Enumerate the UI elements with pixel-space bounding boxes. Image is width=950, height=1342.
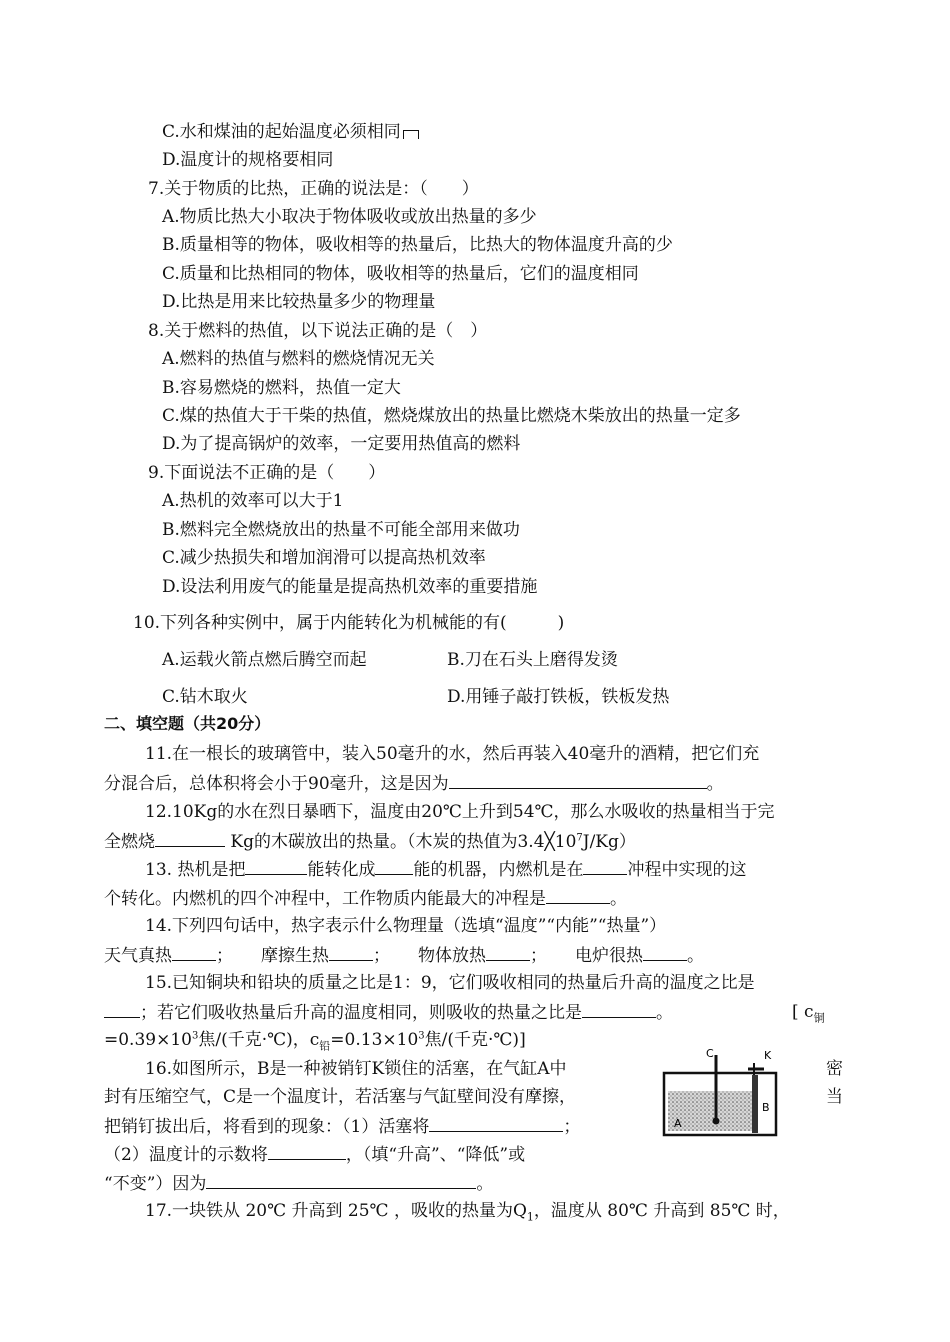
q16-text-d: “不变”）因为 [104, 1174, 207, 1194]
q14-line1: 14.下列四句话中，热字表示什么物理量（选填“温度”“内能”“热量”） [145, 916, 667, 936]
q12-unit: J/Kg） [582, 832, 636, 852]
q14-sep: ； [530, 946, 547, 966]
q10-stem: 10.下列各种实例中，属于内能转化为机械能的有( ) [133, 613, 565, 633]
q16-blank-3[interactable] [206, 1171, 476, 1189]
q17-line1 [145, 1199, 790, 1223]
q13-line1 [145, 857, 746, 882]
q11-answer-blank[interactable] [449, 771, 707, 789]
q13-blank-4[interactable] [546, 886, 610, 904]
q8-option-d: D.为了提高锅炉的效率，一定要用热值高的燃料 [162, 434, 521, 454]
q14-item-1: 天气真热 [104, 946, 172, 966]
q16-line4 [104, 1142, 525, 1167]
q6-option-c-text: C.水和煤油的起始温度必须相同 [162, 122, 401, 142]
q15-lead-sub: 铅 [319, 1039, 331, 1053]
q16-line2: 封有压缩空气，C是一个温度计，若活塞与气缸壁间没有摩擦， [104, 1087, 577, 1107]
q10-option-d: D.用锤子敲打铁板，铁板发热 [447, 687, 670, 707]
q9-option-b: B.燃料完全燃烧放出的热量不可能全部用来做功 [162, 520, 520, 540]
cylinder-figure [660, 1045, 780, 1140]
q15-c-copper: [ c [792, 1002, 814, 1022]
q8-option-b: B.容易燃烧的燃料，热值一定大 [162, 378, 401, 398]
q6-option-d: D.温度计的规格要相同 [162, 150, 334, 170]
q15-copper-sub: 铜 [813, 1011, 825, 1025]
q13-text-a: 13. 热机是把 [145, 860, 246, 880]
q13-text-d: 冲程中实现的这 [627, 860, 747, 880]
q15-blank-2[interactable] [582, 1000, 656, 1018]
q7-option-d: D.比热是用来比较热量多少的物理量 [162, 292, 436, 312]
q10-option-a: A.运载火箭点燃后腾空而起 [162, 650, 367, 670]
q14-blank-3[interactable] [486, 943, 530, 961]
q7-option-b: B.质量相等的物体，吸收相等的热量后，比热大的物体温度升高的少 [162, 235, 673, 255]
q17-text-a: 17.一块铁从 20℃ 升高到 25℃ ，吸收的热量为Q [145, 1201, 527, 1221]
q13-blank-2[interactable] [375, 857, 413, 875]
q12-line1: 12.10Kg的水在烈日暴晒下，温度由20℃上升到54℃，那么水吸收的热量相当于完 [145, 802, 775, 822]
q16-sep: ； [563, 1117, 581, 1137]
q16-line5 [104, 1171, 493, 1196]
cursor-mark-icon [403, 130, 419, 139]
q12-answer-blank[interactable] [155, 829, 225, 847]
q17-sub: 1 [526, 1210, 534, 1224]
q15-lead-value: =0.13×10 [330, 1030, 419, 1050]
q16-blank-2[interactable] [268, 1142, 346, 1160]
q11-text: 分混合后，总体积将会小于90毫升，这是因为 [104, 774, 449, 794]
q15-exp-1: 3 [191, 1030, 199, 1042]
q14-blank-4[interactable] [643, 943, 687, 961]
label-c: C [706, 1047, 714, 1060]
q16-text-a: 把销钉拔出后，将看到的现象：（1）活塞将 [104, 1117, 430, 1137]
q8-stem: 8.关于燃料的热值，以下说法正确的是（ ） [148, 321, 488, 341]
q15-text: ；若它们吸收热量后升高的温度相同，则吸收的热量之比是 [140, 1003, 582, 1023]
q13-line2 [104, 886, 627, 911]
thermometer-bulb [713, 1118, 720, 1125]
q13-text-c: 能的机器，内燃机是在 [413, 860, 584, 880]
q9-option-a: A.热机的效率可以大于1 [162, 491, 344, 511]
q10-option-c: C.钻木取火 [162, 687, 248, 707]
q13-blank-1[interactable] [245, 857, 307, 875]
q7-stem: 7.关于物质的比热，正确的说法是：（ ） [148, 179, 479, 199]
q14-item-2: 摩擦生热 [261, 946, 329, 966]
label-b: B [762, 1101, 770, 1114]
q15-end: 。 [656, 1003, 673, 1023]
q14-sep: ； [216, 946, 233, 966]
q13-blank-3[interactable] [583, 857, 627, 875]
q14-blank-1[interactable] [172, 943, 216, 961]
q15-exp-2: 3 [418, 1030, 425, 1042]
q16-line1: 16.如图所示，B是一种被销钉K锁住的活塞，在气缸A中 [145, 1059, 567, 1079]
q15-line2 [104, 1000, 673, 1025]
q11-line1: 11.在一根长的玻璃管中，装入50毫升的水，然后再装入40毫升的酒精，把它们充 [145, 744, 760, 764]
label-a: A [674, 1117, 682, 1130]
q9-stem: 9.下面说法不正确的是（ ） [148, 463, 386, 483]
q16-text-b: （2）温度计的示数将 [104, 1145, 268, 1165]
q8-option-c: C.煤的热值大于干柴的热值，燃烧煤放出的热量比燃烧木柴放出的热量一定多 [162, 406, 741, 426]
q13-text-b: 能转化成 [307, 860, 376, 880]
q9-option-c: C.减少热损失和增加润滑可以提高热机效率 [162, 548, 486, 568]
q15-unit-2: 焦/(千克·℃)] [424, 1030, 526, 1050]
q12-line2 [104, 829, 636, 854]
q14-blank-2[interactable] [329, 943, 373, 961]
q16-blank-1[interactable] [429, 1114, 563, 1132]
q14-item-3: 物体放热 [418, 946, 486, 966]
q7-option-c: C.质量和比热相同的物体，吸收相等的热量后，它们的温度相同 [162, 264, 639, 284]
q9-option-d: D.设法利用废气的能量是提高热机效率的重要措施 [162, 577, 538, 597]
piston [752, 1075, 758, 1133]
q13-text-e: 个转化。内燃机的四个冲程中，工作物质内能最大的冲程是 [104, 889, 546, 909]
q17-text-b: ，温度从 80℃ 升高到 85℃ 时， [533, 1201, 790, 1221]
q16-line1-right: 密 [826, 1059, 843, 1079]
q12-text: 全燃烧 [104, 832, 155, 852]
q15-blank-1[interactable] [104, 1000, 140, 1018]
q6-option-c [162, 120, 419, 144]
q15-constant-start [792, 1000, 825, 1024]
q15-line3 [104, 1028, 526, 1052]
q12-text2: Kg的木碳放出的热量。（木炭的热值为3.4╳10 [225, 832, 577, 852]
q14-item-4: 电炉很热 [575, 946, 643, 966]
q15-line1: 15.已知铜块和铅块的质量之比是1：9，它们吸收相同的热量后升高的温度之比是 [145, 973, 755, 993]
q16-end: 。 [476, 1174, 494, 1194]
q13-end: 。 [610, 889, 627, 909]
q14-end: 。 [687, 946, 704, 966]
q15-unit-1: 焦/(千克·℃)，c [198, 1030, 320, 1050]
q10-option-b: B.刀在石头上磨得发烫 [447, 650, 618, 670]
q11-line2 [104, 771, 724, 796]
label-k: K [764, 1049, 772, 1062]
q11-end: 。 [706, 774, 724, 794]
q16-line3 [104, 1114, 580, 1139]
q14-sep: ； [373, 946, 390, 966]
q16-text-c: ，（填“升高”、“降低”或 [345, 1145, 526, 1165]
q15-copper-value: =0.39×10 [104, 1030, 192, 1050]
q8-option-a: A.燃料的热值与燃料的燃烧情况无关 [162, 349, 435, 369]
q12-exponent: 7 [576, 832, 583, 844]
q16-line2-right: 当 [826, 1087, 843, 1107]
q14-line2 [104, 943, 704, 968]
q7-option-a: A.物质比热大小取决于物体吸收或放出热量的多少 [162, 207, 537, 227]
section-title: 二、填空题（共20分） [104, 714, 271, 733]
